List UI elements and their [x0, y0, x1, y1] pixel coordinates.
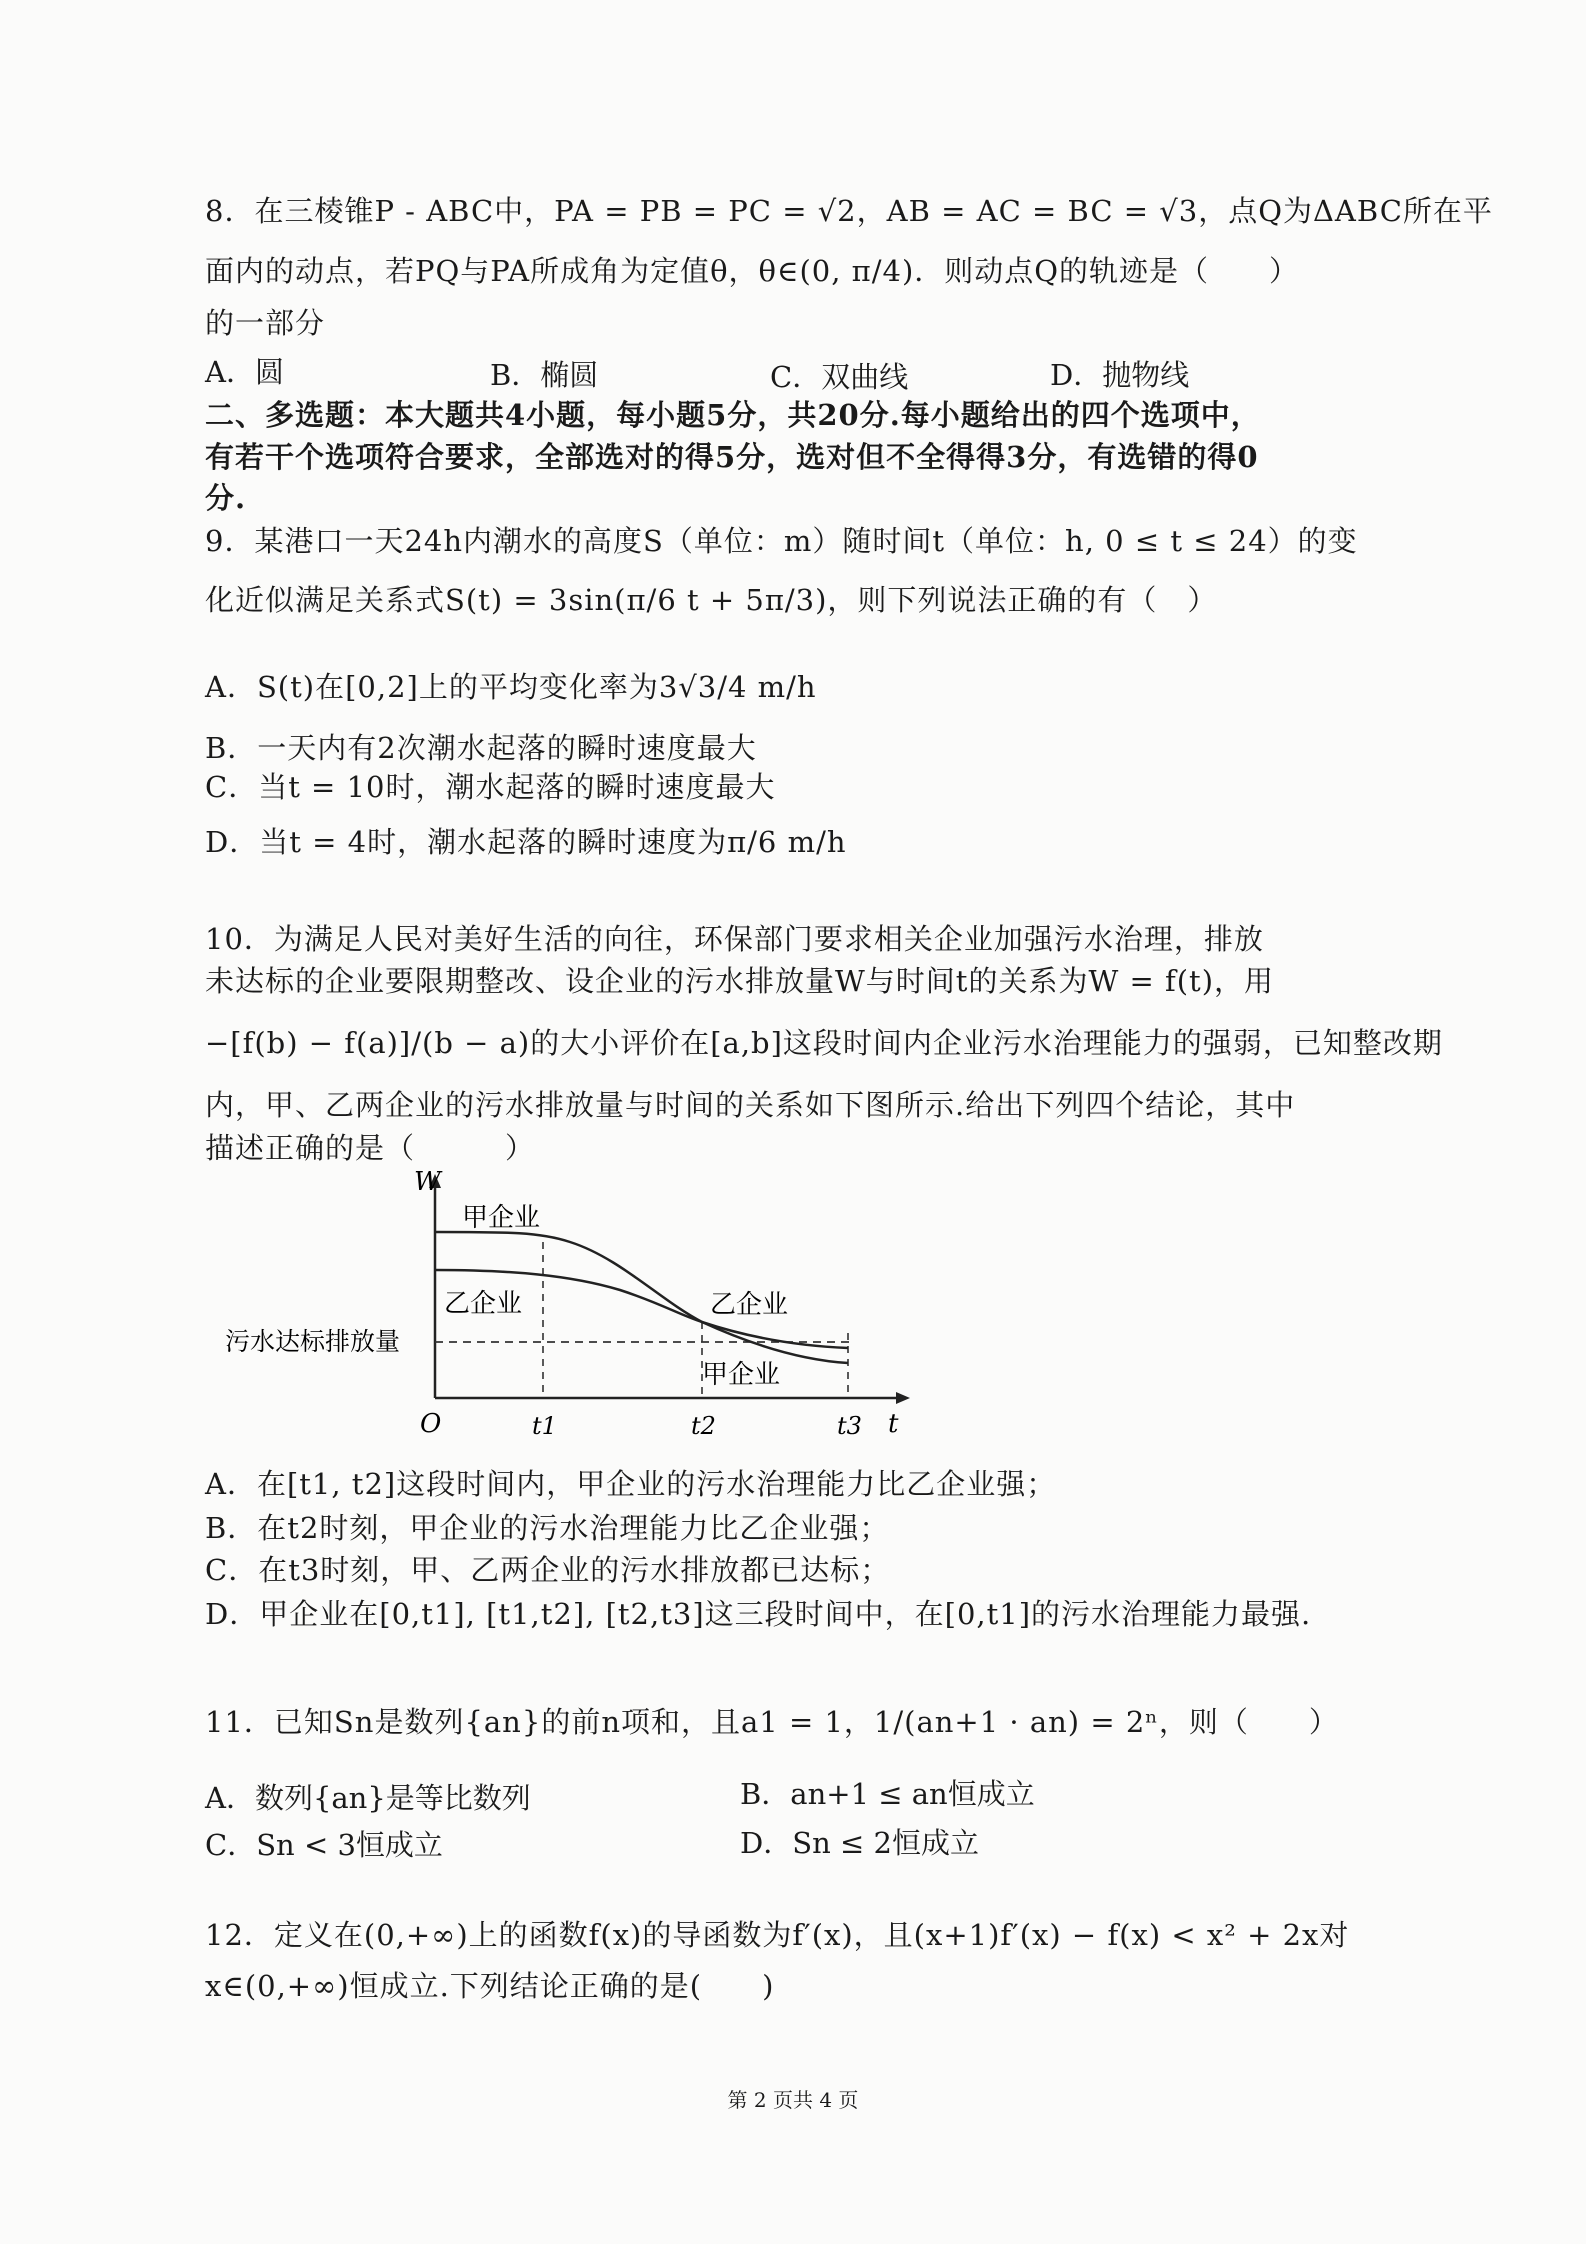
- q10-option-a: A．在[t1, t2]这段时间内，甲企业的污水治理能力比乙企业强；: [205, 1467, 1057, 1501]
- q8-option-a: A．圆: [205, 355, 284, 389]
- q8-option-c: C．双曲线: [770, 360, 909, 394]
- tick-t1: t1: [532, 1412, 557, 1440]
- q12-line-2: x∈(0,+∞)恒成立.下列结论正确的是( ): [205, 1969, 775, 2003]
- q11-option-a: A．数列{an}是等比数列: [205, 1781, 531, 1815]
- q10-line-2: 未达标的企业要限期整改、设企业的污水排放量W与时间t的关系为W = f(t)，用: [205, 964, 1275, 998]
- q10-option-b: B．在t2时刻，甲企业的污水治理能力比乙企业强；: [205, 1511, 890, 1545]
- q9-line-2: 化近似满足关系式S(t) = 3sin(π/6 t + 5π/3)，则下列说法正确的有（ ）: [205, 583, 1218, 617]
- label-jia-top: 甲企业: [462, 1203, 541, 1233]
- label-yi-right: 乙企业: [710, 1290, 789, 1320]
- tick-t3: t3: [837, 1412, 862, 1440]
- section2-line-2: 有若干个选项符合要求，全部选对的得5分，选对但不全得得3分，有选错的得0: [205, 440, 1259, 474]
- q10-option-d: D．甲企业在[0,t1], [t1,t2], [t2,t3]这三段时间中，在[0,t1]的污水治理能力最强.: [205, 1597, 1312, 1631]
- q10-line-3: −[f(b) − f(a)]/(b − a)的大小评价在[a,b]这段时间内企业污水治理能力的强弱，已知整改期: [205, 1026, 1443, 1060]
- y-axis-label: W: [414, 1170, 441, 1197]
- standard-label: 污水达标排放量: [225, 1327, 401, 1356]
- q9-option-b: B．一天内有2次潮水起落的瞬时速度最大: [205, 731, 757, 765]
- q8-line-3: 的一部分: [205, 306, 326, 340]
- q8-option-d: D．抛物线: [1050, 358, 1190, 392]
- q9-line-1: 9．某港口一天24h内潮水的高度S（单位：m）随时间t（单位：h, 0 ≤ t ≤ 24）的变: [205, 524, 1358, 558]
- q8-line-2: 面内的动点，若PQ与PA所成角为定值θ，θ∈(0, π/4)．则动点Q的轨迹是（ ）: [205, 254, 1300, 288]
- label-jia-bottom: 甲企业: [702, 1360, 781, 1390]
- page-footer: 第 2 页共 4 页: [727, 2088, 859, 2112]
- tick-t2: t2: [691, 1412, 716, 1440]
- q9-option-d: D．当t = 4时，潮水起落的瞬时速度为π/6 m/h: [205, 825, 847, 859]
- q11-option-c: C．Sn < 3恒成立: [205, 1828, 443, 1862]
- q10-line-4: 内，甲、乙两企业的污水排放量与时间的关系如下图所示.给出下列四个结论，其中: [205, 1088, 1296, 1122]
- section2-line-3: 分.: [205, 481, 247, 515]
- q9-option-c: C．当t = 10时，潮水起落的瞬时速度最大: [205, 770, 776, 804]
- q11-line-1: 11．已知Sn是数列{an}的前n项和，且a1 = 1，1/(an+1 · an) = 2ⁿ，则（ ）: [205, 1705, 1339, 1739]
- q10-line-1: 10．为满足人民对美好生活的向往，环保部门要求相关企业加强污水治理，排放: [205, 922, 1264, 956]
- section2-line-1: 二、多选题：本大题共4小题，每小题5分，共20分.每小题给出的四个选项中，: [205, 398, 1261, 432]
- q10-option-c: C．在t3时刻，甲、乙两企业的污水排放都已达标；: [205, 1553, 891, 1587]
- q11-option-d: D．Sn ≤ 2恒成立: [740, 1826, 979, 1860]
- origin-label: O: [420, 1409, 442, 1439]
- x-axis-label: t: [888, 1409, 899, 1439]
- q8-option-b: B．椭圆: [490, 358, 599, 392]
- q11-option-b: B．an+1 ≤ an恒成立: [740, 1777, 1035, 1811]
- q9-option-a: A．S(t)在[0,2]上的平均变化率为3√3/4 m/h: [205, 670, 817, 704]
- q8-line-1: 8．在三棱锥P - ABC中，PA = PB = PC = √2，AB = AC = BC = √3，点Q为ΔABC所在平: [205, 194, 1493, 228]
- label-yi-left: 乙企业: [444, 1289, 523, 1319]
- q10-figure: [210, 1170, 930, 1460]
- q10-line-5: 描述正确的是（ ）: [205, 1131, 536, 1165]
- q12-line-1: 12．定义在(0,+∞)上的函数f(x)的导函数为f′(x)，且(x+1)f′(x) − f(x) < x² + 2x对: [205, 1918, 1350, 1952]
- x-axis-arrow: [896, 1392, 910, 1404]
